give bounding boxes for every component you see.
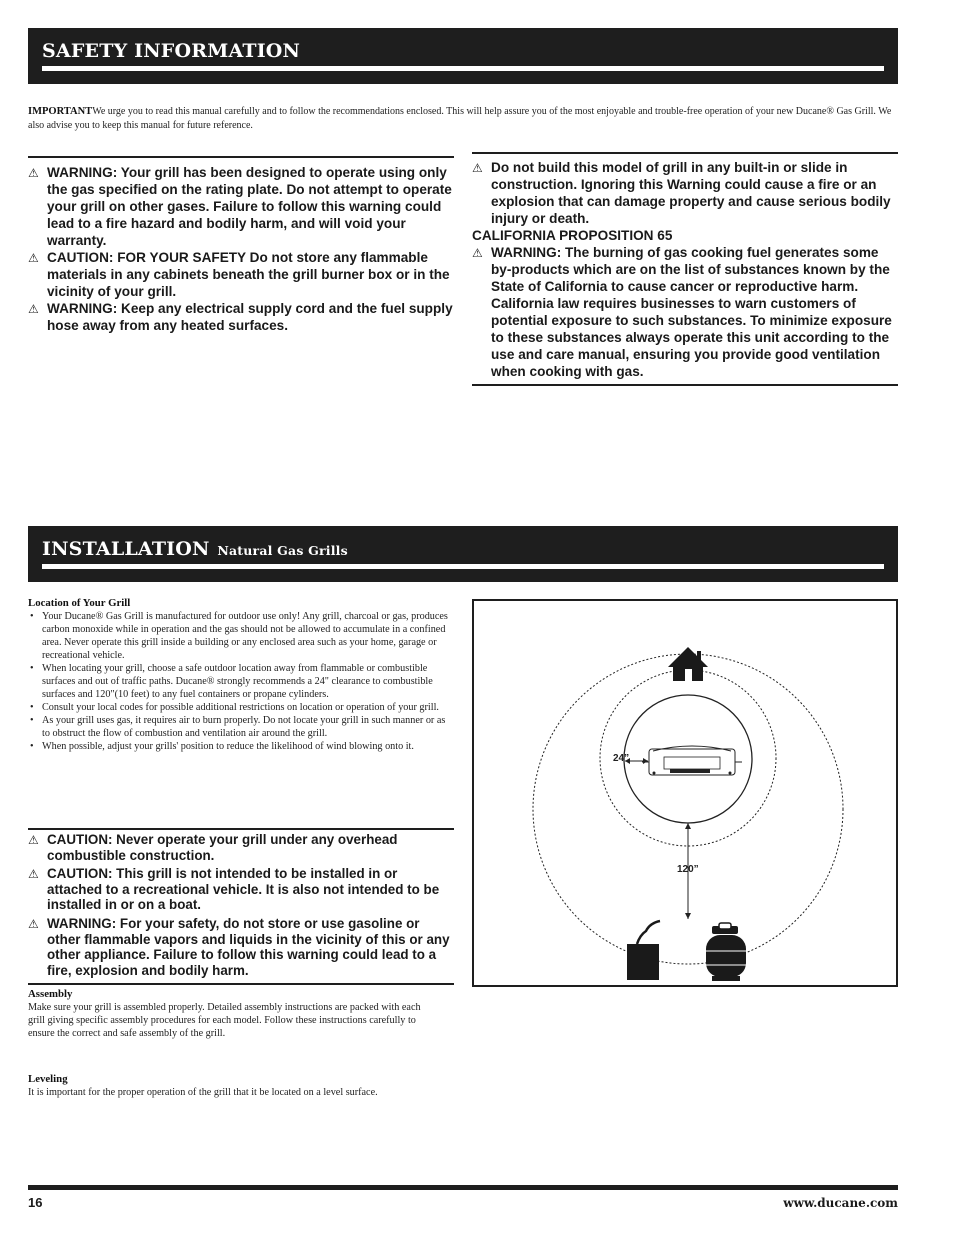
safety-right-warnings <box>472 159 896 380</box>
warning-triangle-icon: ⚠ <box>28 916 39 931</box>
warning-prop65: ⚠ WARNING: The burning of gas cooking fuel generates some by-products which are on the list of substances known by the State of California to cause cancer or reproductive harm. California law requires businesses to warn customers of potential exposure to such substances. To minimize exposure to these substances always operate this unit according to the use and care manual, ensuring you provide good ventilation when cooking with gas. <box>472 245 892 379</box>
safety-right-rule-bottom <box>472 384 898 386</box>
location-heading: Location of Your Grill <box>28 597 131 609</box>
safety-left-warnings <box>28 164 454 334</box>
warning-triangle-icon: ⚠ <box>28 302 39 316</box>
footer-rule <box>28 1185 898 1190</box>
installation-banner-rule <box>42 564 884 569</box>
installation-title: INSTALLATION <box>42 538 210 560</box>
safety-banner <box>28 28 898 84</box>
installation-warnings <box>28 832 456 978</box>
location-bullet-list <box>28 610 452 753</box>
list-item: • When possible, adjust your grills' position to reduce the likelihood of wind blowing onto it. <box>28 740 452 753</box>
assembly-heading: Assembly <box>28 988 73 1000</box>
footer-url[interactable]: www.ducane.com <box>783 1196 898 1210</box>
installation-title-group <box>42 538 348 560</box>
safety-right-rule-top <box>472 152 898 154</box>
important-text: We urge you to read this manual carefully and to follow the recommendations enclosed. This will help assure you of the most enjoyable and trouble-free operation of your new Ducane® Gas Grill. We also advise you to keep this manual for future reference. <box>28 106 892 131</box>
safety-title: SAFETY INFORMATION <box>42 40 301 62</box>
list-item: • Consult your local codes for possible additional restrictions on location or operation of your grill. <box>28 701 452 714</box>
warning-triangle-icon: ⚠ <box>472 246 483 260</box>
safety-left-rule <box>28 156 454 158</box>
list-item: • When locating your grill, choose a safe outdoor location away from flammable or combustible surfaces and out of traffic paths. Ducane® strongly recommends a 24" clearance to combustible surfaces and 120"(10 feet) to any fuel containers or propane cylinders. <box>28 662 452 701</box>
installation-warnings-rule-bottom <box>28 983 454 985</box>
warning-triangle-icon: ⚠ <box>28 867 39 882</box>
installation-warnings-rule-top <box>28 828 454 830</box>
leveling-heading: Leveling <box>28 1073 68 1085</box>
warning-triangle-icon: ⚠ <box>472 161 483 175</box>
important-paragraph <box>28 105 900 132</box>
caution-overhead: ⚠ CAUTION: Never operate your grill under any overhead combustible construction. <box>28 832 398 863</box>
list-item: • Your Ducane® Gas Grill is manufactured for outdoor use only! Any grill, charcoal or gas, produces carbon monoxide while in operation and the gas should not be allowed to accumulate in a confined area. Never operate this grill inside a building or any enclosed area such as your home, garage or recreational vehicle. <box>28 610 452 662</box>
warning-gasoline: ⚠ WARNING: For your safety, do not store or use gasoline or other flammable vapors and liquids in the vicinity of this or any other appliance. Failure to follow this warning could lead to a fire, explosion and bodily harm. <box>28 915 450 978</box>
warning-built-in: ⚠ Do not build this model of grill in any built-in or slide in construction. Ignoring this Warning could cause a fire or an explosion that can damage property and cause serious bodily injury or death. <box>472 160 891 226</box>
grill-icon <box>642 746 742 775</box>
list-item: • As your grill uses gas, it requires air to burn properly. Do not locate your grill in such manner or as to obstruct the flow of combustion and ventilation air around the grill. <box>28 714 452 740</box>
safety-banner-rule <box>42 66 884 71</box>
leveling-text: It is important for the proper operation of the grill that it be located on a level surface. <box>28 1087 378 1098</box>
warning-triangle-icon: ⚠ <box>28 833 39 847</box>
warning-supply-cord: ⚠ WARNING: Keep any electrical supply cord and the fuel supply hose away from any heated surfaces. <box>28 301 453 333</box>
warning-triangle-icon: ⚠ <box>28 166 39 180</box>
dimension-120-label: 120” <box>677 864 699 875</box>
warning-triangle-icon: ⚠ <box>28 251 39 265</box>
clearance-diagram <box>472 599 898 987</box>
important-label: IMPORTANT <box>28 106 93 117</box>
warning-gas-type: ⚠ WARNING: Your grill has been designed to operate using only the gas specified on the rating plate. Do not attempt to operate your grill on other gases. Failure to follow this warning could lead to a fire hazard and bodily harm, and will void your warranty. <box>28 165 452 248</box>
dimension-24-label: 24” <box>613 753 630 764</box>
clearance-diagram-svg <box>474 601 896 985</box>
prop65-heading: CALIFORNIA PROPOSITION 65 <box>472 228 673 243</box>
caution-rv-boat: ⚠ CAUTION: This grill is not intended to be installed in or attached to a recreational vehicle. It is also not intended to be installed in or on a boat. <box>28 866 440 913</box>
page-number: 16 <box>28 1195 43 1210</box>
installation-subtitle: Natural Gas Grills <box>217 543 348 558</box>
propane-tank-icon <box>706 923 746 981</box>
caution-flammable-storage: ⚠ CAUTION: FOR YOUR SAFETY Do not store any flammable materials in any cabinets beneath the grill burner box or in the vicinity of your grill. <box>28 250 450 299</box>
house-icon <box>668 647 708 681</box>
assembly-text: Make sure your grill is assembled properly. Detailed assembly instructions are packed with each grill giving specific assembly procedures for each model. Follow these instructions carefully to ensure the correct and safe assembly of the grill. <box>28 1002 421 1039</box>
installation-banner <box>28 526 898 582</box>
gas-can-icon <box>627 921 660 980</box>
